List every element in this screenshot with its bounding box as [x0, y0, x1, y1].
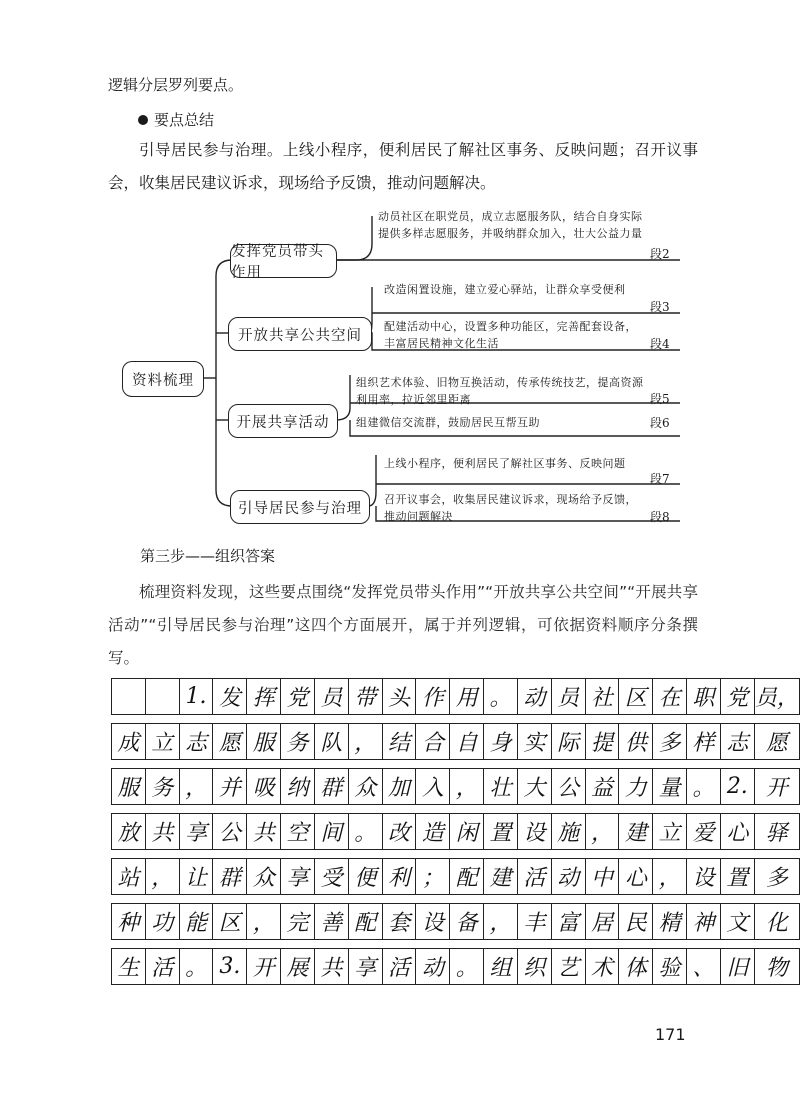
grid-cell: 共	[314, 949, 348, 985]
grid-cell: 旧	[720, 949, 754, 985]
grid-gap-cell	[551, 850, 585, 859]
grid-cell: 生	[112, 949, 146, 985]
grid-cell: 心	[619, 859, 653, 895]
grid-cell: 党	[720, 679, 754, 715]
mindmap-branch-2: 开放共享公共空间	[228, 317, 372, 351]
grid-gap-cell	[314, 940, 348, 949]
grid-gap-cell	[720, 895, 754, 904]
grid-cell: 受	[314, 859, 348, 895]
grid-gap-cell	[754, 940, 799, 949]
grid-gap-cell	[416, 940, 450, 949]
grid-cell: 服	[112, 769, 146, 805]
grid-row	[112, 724, 800, 760]
grid-gap-cell	[213, 895, 247, 904]
grid-cell: 立	[653, 814, 687, 850]
grid-cell: 党	[281, 679, 315, 715]
grid-gap-cell	[517, 715, 551, 724]
grid-gap-cell	[517, 850, 551, 859]
grid-cell: 1.	[179, 679, 213, 715]
grid-cell: 织	[517, 949, 551, 985]
segment-label: 段4	[650, 337, 670, 351]
grid-cell: 设	[517, 814, 551, 850]
grid-gap-cell	[720, 850, 754, 859]
grid-gap-cell	[416, 805, 450, 814]
grid-cell: ，	[145, 859, 179, 895]
mindmap-branch-4: 引导居民参与治理	[230, 490, 370, 524]
grid-cell: 活	[145, 949, 179, 985]
grid-gap-cell	[213, 850, 247, 859]
grid-cell: 头	[382, 679, 416, 715]
step3-heading: 第三步——组织答案	[140, 547, 276, 565]
grid-cell: 中	[585, 859, 619, 895]
grid-cell: 合	[416, 724, 450, 760]
grid-cell: 加	[382, 769, 416, 805]
grid-cell: 带	[348, 679, 382, 715]
grid-gap-cell	[450, 760, 484, 769]
grid-gap-cell	[484, 850, 518, 859]
grid-cell: 际	[551, 724, 585, 760]
grid-cell: 文	[720, 904, 754, 940]
grid-cell: 善	[314, 904, 348, 940]
grid-cell: 精	[653, 904, 687, 940]
grid-gap-row	[112, 760, 800, 769]
grid-gap-cell	[450, 805, 484, 814]
grid-gap-cell	[112, 760, 146, 769]
grid-cell: 身	[484, 724, 518, 760]
grid-cell: 公	[551, 769, 585, 805]
summary-paragraph: 引导居民参与治理。上线小程序，便利居民了解社区事务、反映问题；召开议事会，收集居民建议诉求，现场给予反馈，推动问题解决。	[108, 141, 698, 192]
grid-gap-cell	[484, 760, 518, 769]
grid-cell: 入	[416, 769, 450, 805]
grid-cell: 建	[484, 859, 518, 895]
mindmap-note-7: 召开议事会，收集居民建议诉求，现场给予反馈，推动问题解决	[384, 493, 637, 523]
grid-cell: 种	[112, 904, 146, 940]
grid-cell: 成	[112, 724, 146, 760]
grid-cell	[112, 679, 146, 715]
grid-cell: 闲	[450, 814, 484, 850]
grid-gap-cell	[213, 805, 247, 814]
grid-gap-cell	[551, 940, 585, 949]
grid-gap-cell	[450, 715, 484, 724]
grid-row	[112, 949, 800, 985]
grid-cell: 物	[754, 949, 799, 985]
grid-cell: 组	[484, 949, 518, 985]
grid-gap-cell	[213, 940, 247, 949]
grid-cell: 自	[450, 724, 484, 760]
grid-cell: 愿	[754, 724, 799, 760]
grid-gap-row	[112, 850, 800, 859]
mindmap-note-4: 组织艺术体验、旧物互换活动，传承传统技艺，提高资源利用率，拉近邻里距离	[356, 376, 644, 406]
grid-cell: 愿	[213, 724, 247, 760]
segment-label: 段5	[650, 392, 670, 406]
grid-gap-row	[112, 895, 800, 904]
grid-gap-cell	[720, 940, 754, 949]
grid-gap-row	[112, 940, 800, 949]
grid-row	[112, 859, 800, 895]
intro-text: 逻辑分层罗列要点。	[108, 76, 244, 94]
grid-cell: 。	[687, 769, 721, 805]
grid-cell: 。	[179, 949, 213, 985]
grid-cell: 改	[382, 814, 416, 850]
grid-gap-cell	[517, 940, 551, 949]
grid-gap-cell	[585, 760, 619, 769]
grid-cell: 3.	[213, 949, 247, 985]
grid-gap-cell	[281, 760, 315, 769]
grid-cell: 能	[179, 904, 213, 940]
grid-cell: 2.	[720, 769, 754, 805]
grid-cell: 功	[145, 904, 179, 940]
grid-cell: 。	[348, 814, 382, 850]
grid-gap-cell	[112, 805, 146, 814]
grid-cell: 活	[517, 859, 551, 895]
grid-cell: 验	[653, 949, 687, 985]
grid-cell: 设	[687, 859, 721, 895]
page-number: 171	[655, 1025, 686, 1044]
grid-gap-cell	[382, 940, 416, 949]
grid-gap-cell	[382, 805, 416, 814]
grid-gap-cell	[551, 805, 585, 814]
grid-cell: 共	[145, 814, 179, 850]
grid-row	[112, 814, 800, 850]
grid-cell: 站	[112, 859, 146, 895]
grid-cell: 志	[179, 724, 213, 760]
grid-gap-cell	[281, 940, 315, 949]
grid-cell: 艺	[551, 949, 585, 985]
grid-gap-cell	[450, 940, 484, 949]
segment-label: 段8	[650, 510, 670, 524]
grid-gap-cell	[653, 805, 687, 814]
grid-cell: 享	[348, 949, 382, 985]
grid-cell: 队	[314, 724, 348, 760]
segment-label: 段6	[650, 416, 670, 430]
grid-gap-cell	[619, 940, 653, 949]
grid-cell: 供	[619, 724, 653, 760]
grid-cell: 公	[213, 814, 247, 850]
grid-gap-cell	[348, 760, 382, 769]
grid-cell: 心	[720, 814, 754, 850]
grid-cell: 员	[551, 679, 585, 715]
grid-gap-cell	[551, 715, 585, 724]
grid-gap-cell	[517, 760, 551, 769]
grid-gap-cell	[585, 940, 619, 949]
mindmap-branch-3: 开展共享活动	[228, 404, 338, 438]
grid-cell: 展	[281, 949, 315, 985]
grid-gap-cell	[484, 940, 518, 949]
grid-gap-cell	[281, 715, 315, 724]
grid-cell: 民	[619, 904, 653, 940]
grid-cell: 置	[484, 814, 518, 850]
grid-gap-cell	[145, 805, 179, 814]
grid-gap-cell	[112, 850, 146, 859]
grid-gap-cell	[112, 715, 146, 724]
mindmap-branch-1: 发挥党员带头作用	[230, 244, 337, 278]
grid-gap-cell	[450, 850, 484, 859]
grid-cell: 空	[281, 814, 315, 850]
grid-gap-cell	[348, 850, 382, 859]
grid-gap-cell	[754, 895, 799, 904]
grid-cell: 员，	[754, 679, 799, 715]
grid-cell: 量	[653, 769, 687, 805]
grid-cell: 区	[619, 679, 653, 715]
grid-cell: 备	[450, 904, 484, 940]
segment-label: 段2	[650, 247, 670, 261]
grid-cell: 动	[551, 859, 585, 895]
grid-cell: ，	[450, 769, 484, 805]
grid-gap-cell	[517, 895, 551, 904]
grid-cell: 术	[585, 949, 619, 985]
grid-gap-cell	[551, 760, 585, 769]
grid-cell: 利	[382, 859, 416, 895]
grid-gap-cell	[314, 805, 348, 814]
grid-gap-cell	[281, 850, 315, 859]
mindmap-note-3: 配建活动中心，设置多种功能区，完善配套设备，丰富居民精神文化生活	[384, 320, 637, 350]
grid-cell: ，	[348, 724, 382, 760]
grid-cell: 力	[619, 769, 653, 805]
grid-gap-cell	[145, 895, 179, 904]
grid-gap-cell	[179, 940, 213, 949]
grid-cell: 享	[281, 859, 315, 895]
grid-gap-cell	[653, 940, 687, 949]
grid-cell: 驿	[754, 814, 799, 850]
grid-gap-cell	[484, 715, 518, 724]
grid-cell: 作	[416, 679, 450, 715]
grid-cell: 用	[450, 679, 484, 715]
grid-cell: 置	[720, 859, 754, 895]
grid-cell: 务	[281, 724, 315, 760]
grid-cell: 大	[517, 769, 551, 805]
grid-gap-cell	[653, 760, 687, 769]
grid-gap-cell	[382, 760, 416, 769]
grid-gap-row	[112, 715, 800, 724]
grid-gap-cell	[619, 805, 653, 814]
grid-gap-cell	[720, 805, 754, 814]
grid-gap-cell	[348, 715, 382, 724]
grid-gap-cell	[213, 715, 247, 724]
grid-gap-cell	[112, 895, 146, 904]
grid-gap-cell	[145, 940, 179, 949]
grid-cell: 动	[517, 679, 551, 715]
grid-gap-cell	[179, 760, 213, 769]
grid-gap-cell	[247, 805, 281, 814]
grid-cell: 壮	[484, 769, 518, 805]
grid-gap-cell	[179, 805, 213, 814]
grid-cell: 丰	[517, 904, 551, 940]
grid-gap-cell	[247, 715, 281, 724]
grid-cell: 众	[247, 859, 281, 895]
grid-gap-cell	[179, 715, 213, 724]
grid-cell: 施	[551, 814, 585, 850]
grid-gap-cell	[585, 850, 619, 859]
grid-gap-cell	[619, 760, 653, 769]
grid-gap-cell	[416, 715, 450, 724]
grid-cell: 设	[416, 904, 450, 940]
grid-gap-cell	[112, 940, 146, 949]
grid-cell: 动	[416, 949, 450, 985]
grid-cell: 开	[754, 769, 799, 805]
grid-cell: 体	[619, 949, 653, 985]
grid-cell: 放	[112, 814, 146, 850]
grid-gap-cell	[484, 805, 518, 814]
grid-cell: 实	[517, 724, 551, 760]
mindmap-note-6: 上线小程序，便利居民了解社区事务、反映问题	[384, 457, 626, 470]
grid-cell: 务	[145, 769, 179, 805]
grid-gap-cell	[450, 895, 484, 904]
grid-gap-cell	[179, 895, 213, 904]
grid-cell: 配	[348, 904, 382, 940]
grid-gap-cell	[687, 715, 721, 724]
segment-label: 段3	[650, 300, 670, 314]
grid-gap-cell	[687, 760, 721, 769]
grid-gap-cell	[314, 895, 348, 904]
grid-cell: 发	[213, 679, 247, 715]
grid-gap-cell	[247, 895, 281, 904]
grid-cell: 。	[450, 949, 484, 985]
grid-row	[112, 904, 800, 940]
grid-gap-cell	[314, 715, 348, 724]
grid-gap-cell	[247, 850, 281, 859]
grid-gap-cell	[145, 760, 179, 769]
grid-cell	[145, 679, 179, 715]
analysis-paragraph: 梳理资料发现，这些要点围绕“发挥党员带头作用”“开放共享公共空间”“开展共享活动”“引导居民参与治理”这四个方面展开，属于并列逻辑，可依据资料顺序分条撰写。	[108, 583, 698, 667]
grid-gap-cell	[551, 895, 585, 904]
grid-cell: 挥	[247, 679, 281, 715]
grid-cell: 爱	[687, 814, 721, 850]
grid-gap-cell	[382, 895, 416, 904]
grid-gap-cell	[517, 805, 551, 814]
grid-cell: 提	[585, 724, 619, 760]
grid-gap-cell	[247, 940, 281, 949]
grid-row	[112, 769, 800, 805]
grid-cell: 神	[687, 904, 721, 940]
grid-cell: ，	[247, 904, 281, 940]
grid-cell: 居	[585, 904, 619, 940]
grid-gap-cell	[382, 715, 416, 724]
grid-cell: 造	[416, 814, 450, 850]
grid-gap-cell	[314, 760, 348, 769]
grid-gap-cell	[720, 715, 754, 724]
grid-gap-cell	[687, 805, 721, 814]
grid-gap-cell	[619, 850, 653, 859]
grid-cell: 结	[382, 724, 416, 760]
grid-row	[112, 679, 800, 715]
mindmap-note-5: 组建微信交流群，鼓励居民互帮互助	[356, 416, 540, 429]
grid-cell: 化	[754, 904, 799, 940]
grid-cell: 便	[348, 859, 382, 895]
grid-gap-cell	[314, 850, 348, 859]
grid-gap-cell	[720, 760, 754, 769]
grid-gap-cell	[687, 895, 721, 904]
segment-label: 段7	[650, 472, 670, 486]
grid-cell: ；	[416, 859, 450, 895]
grid-gap-cell	[619, 715, 653, 724]
grid-gap-cell	[348, 940, 382, 949]
grid-cell: ，	[179, 769, 213, 805]
grid-cell: 样	[687, 724, 721, 760]
grid-cell: 富	[551, 904, 585, 940]
grid-gap-cell	[754, 805, 799, 814]
grid-gap-cell	[585, 805, 619, 814]
grid-gap-cell	[382, 850, 416, 859]
grid-gap-cell	[585, 895, 619, 904]
grid-cell: 共	[247, 814, 281, 850]
grid-cell: ，	[484, 904, 518, 940]
grid-cell: 配	[450, 859, 484, 895]
grid-cell: 群	[314, 769, 348, 805]
grid-cell: ，	[585, 814, 619, 850]
grid-gap-cell	[179, 850, 213, 859]
grid-cell: 建	[619, 814, 653, 850]
grid-cell: 并	[213, 769, 247, 805]
grid-gap-cell	[348, 805, 382, 814]
grid-gap-cell	[145, 715, 179, 724]
grid-gap-cell	[484, 895, 518, 904]
mindmap-root: 资料梳理	[122, 361, 204, 397]
grid-gap-cell	[754, 715, 799, 724]
mindmap-note-1: 动员社区在职党员，成立志愿服务队，结合自身实际提供多样志愿服务，并吸纳群众加入，壮大公益力量	[378, 210, 643, 240]
grid-gap-cell	[145, 850, 179, 859]
grid-cell: 社	[585, 679, 619, 715]
grid-cell: 在	[653, 679, 687, 715]
summary-heading-label: 要点总结	[154, 111, 215, 129]
grid-cell: 完	[281, 904, 315, 940]
grid-cell: 员	[314, 679, 348, 715]
grid-cell: 让	[179, 859, 213, 895]
grid-gap-cell	[687, 940, 721, 949]
grid-cell: 益	[585, 769, 619, 805]
grid-cell: 区	[213, 904, 247, 940]
grid-cell: 多	[754, 859, 799, 895]
grid-gap-cell	[416, 760, 450, 769]
grid-gap-cell	[416, 895, 450, 904]
grid-cell: 间	[314, 814, 348, 850]
grid-cell: 众	[348, 769, 382, 805]
grid-gap-cell	[348, 895, 382, 904]
grid-gap-cell	[653, 895, 687, 904]
grid-cell: 立	[145, 724, 179, 760]
grid-cell: ，	[653, 859, 687, 895]
grid-cell: 活	[382, 949, 416, 985]
grid-gap-cell	[754, 760, 799, 769]
grid-gap-cell	[247, 760, 281, 769]
grid-gap-cell	[754, 850, 799, 859]
grid-gap-row	[112, 805, 800, 814]
grid-cell: 开	[247, 949, 281, 985]
grid-gap-cell	[687, 850, 721, 859]
grid-cell: 吸	[247, 769, 281, 805]
grid-cell: 纳	[281, 769, 315, 805]
grid-cell: 多	[653, 724, 687, 760]
grid-cell: 职	[687, 679, 721, 715]
grid-gap-cell	[281, 895, 315, 904]
grid-cell: 、	[687, 949, 721, 985]
grid-cell: 群	[213, 859, 247, 895]
grid-gap-cell	[619, 895, 653, 904]
grid-cell: 享	[179, 814, 213, 850]
grid-gap-cell	[585, 715, 619, 724]
grid-gap-cell	[653, 850, 687, 859]
grid-gap-cell	[653, 715, 687, 724]
grid-gap-cell	[416, 850, 450, 859]
grid-cell: 套	[382, 904, 416, 940]
mindmap-note-2: 改造闲置设施，建立爱心驿站，让群众享受便利	[384, 283, 626, 296]
grid-cell: 。	[484, 679, 518, 715]
answer-grid	[111, 678, 800, 985]
grid-cell: 服	[247, 724, 281, 760]
grid-gap-cell	[281, 805, 315, 814]
grid-cell: 志	[720, 724, 754, 760]
grid-gap-cell	[213, 760, 247, 769]
